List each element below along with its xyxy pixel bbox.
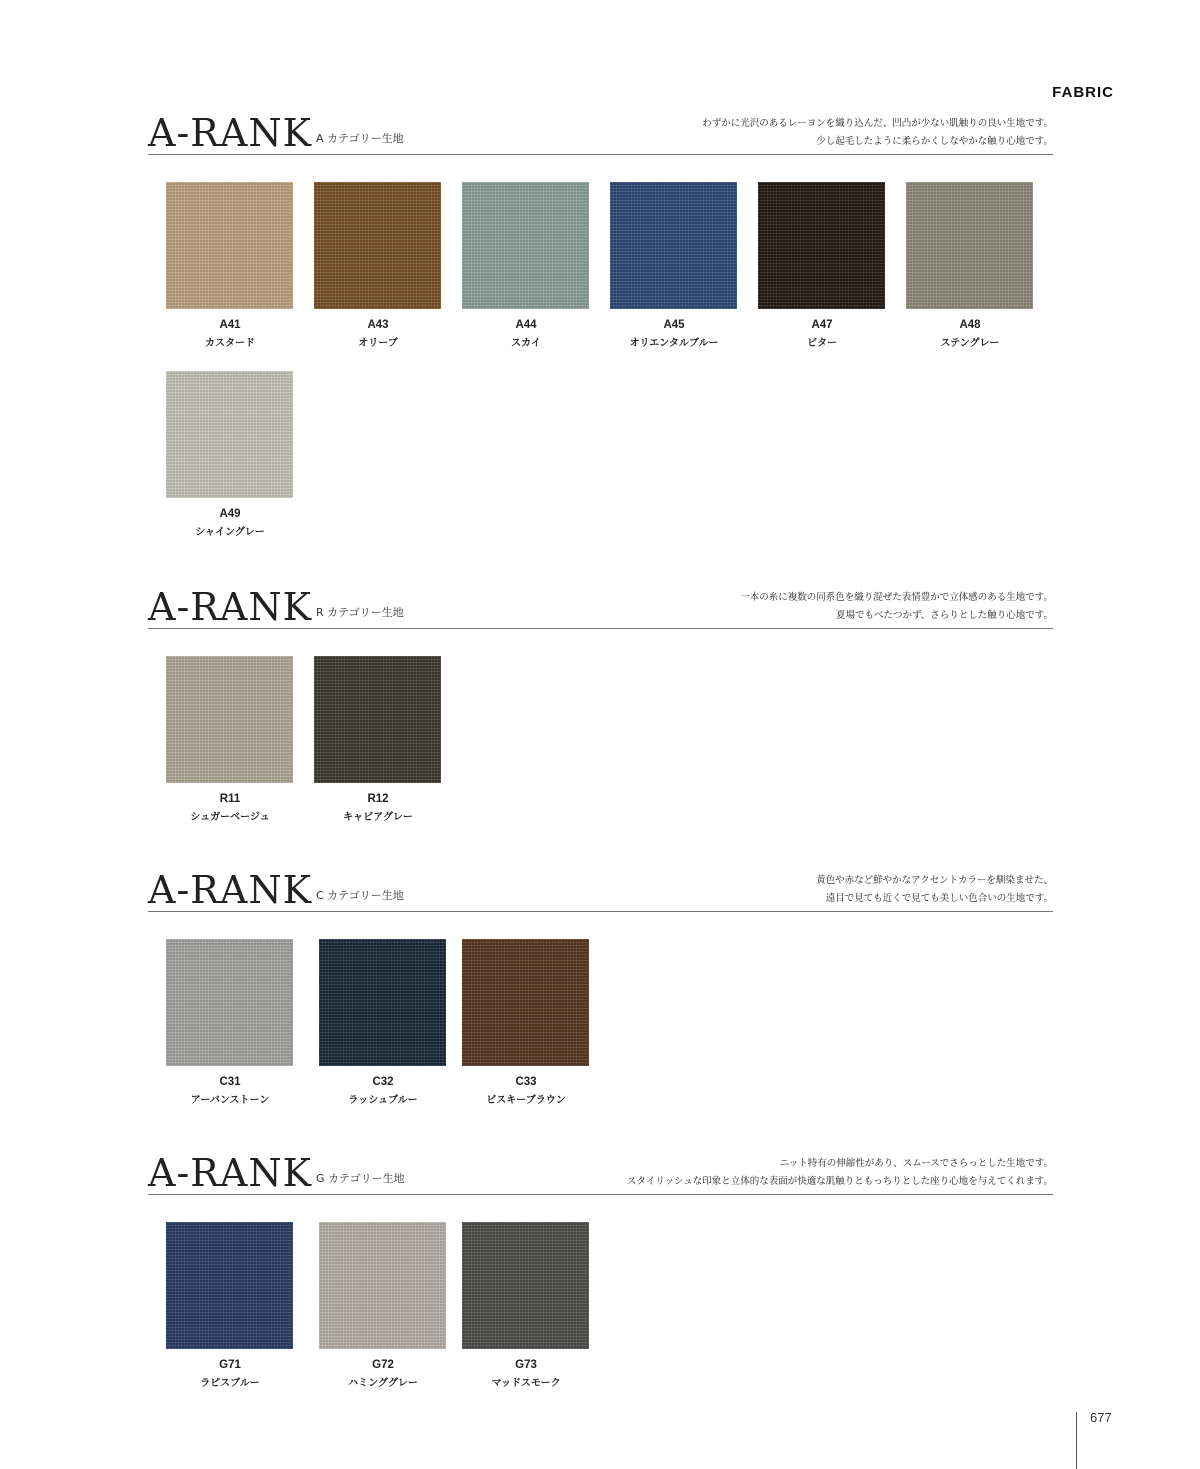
swatch-image [462, 1222, 589, 1349]
swatch-name: ステングレー [940, 338, 1000, 349]
category-subtitle: G カテゴリー生地 [316, 1172, 405, 1185]
swatch-code: R11 [219, 793, 241, 805]
swatch-image [166, 182, 293, 309]
rank-title: A-RANK [148, 1151, 312, 1195]
swatch-image [166, 1222, 293, 1349]
description-line: 黄色や赤など鮮やかなアクセントカラーを馴染ませた、 [816, 875, 1053, 886]
page-number: 677 [1090, 1410, 1112, 1425]
swatch-a45[interactable] [610, 182, 738, 349]
swatch-image [314, 656, 441, 783]
swatch-name: オリエンタルブルー [629, 338, 719, 349]
swatch-c31[interactable] [166, 939, 294, 1106]
swatch-code: G73 [515, 1359, 537, 1371]
swatch-image [319, 1222, 446, 1349]
swatch-name: ラピスブルー [200, 1378, 260, 1389]
swatch-r12[interactable] [314, 656, 442, 823]
swatch-r11[interactable] [166, 656, 294, 823]
page-number-rule [1076, 1412, 1077, 1469]
swatch-image [462, 939, 589, 1066]
swatch-a41[interactable] [166, 182, 294, 349]
section-description [702, 115, 1053, 151]
swatch-name: オリーブ [358, 338, 398, 349]
section-g-category [148, 1150, 1053, 1389]
swatch-image [314, 182, 441, 309]
section-header [148, 867, 1053, 912]
swatch-name: シャイングレー [195, 527, 265, 538]
swatch-code: A41 [219, 319, 241, 331]
swatch-image [166, 371, 293, 498]
swatch-code: A45 [663, 319, 685, 331]
description-line: 夏場でもべたつかず、さらりとした触り心地です。 [836, 610, 1053, 621]
section-description [627, 1155, 1053, 1191]
swatch-name: マッドスモーク [491, 1378, 561, 1389]
swatch-image [166, 656, 293, 783]
swatch-name: アーバンストーン [190, 1095, 270, 1106]
swatch-code: C31 [219, 1076, 241, 1088]
swatch-code: C33 [515, 1076, 537, 1088]
swatch-name: ハミンググレー [348, 1378, 418, 1389]
swatch-g72[interactable] [319, 1222, 447, 1389]
section-header [148, 110, 1053, 155]
description-line: わずかに光沢のあるレーヨンを織り込んだ、凹凸が少ない肌触りの良い生地です。 [702, 118, 1053, 129]
swatch-name: キャビアグレー [343, 812, 413, 823]
swatch-code: A47 [811, 319, 833, 331]
swatch-a47[interactable] [758, 182, 886, 349]
swatch-a48[interactable] [906, 182, 1034, 349]
swatch-code: A44 [515, 319, 537, 331]
swatch-image [166, 939, 293, 1066]
swatch-code: A49 [219, 508, 241, 520]
swatch-g73[interactable] [462, 1222, 590, 1389]
swatch-name: ラッシュブルー [348, 1095, 418, 1106]
category-label: FABRIC [1052, 84, 1114, 101]
swatch-name: カスタード [205, 338, 255, 349]
description-line: 一本の糸に複数の同系色を織り混ぜた表情豊かで立体感のある生地です。 [740, 592, 1053, 603]
section-description [740, 589, 1053, 625]
section-header [148, 1150, 1053, 1195]
swatch-image [610, 182, 737, 309]
swatch-code: R12 [367, 793, 389, 805]
swatch-image [319, 939, 446, 1066]
section-c-category [148, 867, 1053, 1106]
swatch-a49[interactable] [166, 371, 294, 538]
rank-title: A-RANK [148, 585, 312, 629]
swatch-name: シュガーベージュ [190, 812, 270, 823]
section-header [148, 584, 1053, 629]
swatch-name: ビター [807, 338, 837, 349]
swatch-image [462, 182, 589, 309]
swatch-c32[interactable] [319, 939, 447, 1106]
swatch-a44[interactable] [462, 182, 590, 349]
swatch-g71[interactable] [166, 1222, 294, 1389]
section-r-category [148, 584, 1053, 823]
category-subtitle: C カテゴリー生地 [316, 889, 404, 902]
swatch-a43[interactable] [314, 182, 442, 349]
category-subtitle: R カテゴリー生地 [316, 606, 404, 619]
section-description [816, 872, 1053, 908]
swatch-image [758, 182, 885, 309]
swatch-code: A48 [959, 319, 981, 331]
swatch-code: A43 [367, 319, 389, 331]
description-line: スタイリッシュな印象と立体的な表面が快適な肌触りともっちりとした座り心地を与えてくれます。 [627, 1176, 1053, 1187]
swatch-name: ビスキーブラウン [486, 1095, 566, 1106]
swatch-code: G72 [372, 1359, 394, 1371]
swatch-code: C32 [372, 1076, 394, 1088]
swatch-code: G71 [219, 1359, 241, 1371]
swatch-image [906, 182, 1033, 309]
category-subtitle: A カテゴリー生地 [316, 132, 404, 145]
rank-title: A-RANK [148, 111, 312, 155]
description-line: ニット特有の伸縮性があり、スムースでさらっとした生地です。 [779, 1158, 1053, 1169]
description-line: 少し起毛したように柔らかくしなやかな触り心地です。 [816, 136, 1053, 147]
swatch-name: スカイ [511, 338, 541, 349]
section-a-category [148, 110, 1053, 538]
description-line: 遠目で見ても近くで見ても美しい色合いの生地です。 [825, 893, 1053, 904]
rank-title: A-RANK [148, 868, 312, 912]
swatch-c33[interactable] [462, 939, 590, 1106]
